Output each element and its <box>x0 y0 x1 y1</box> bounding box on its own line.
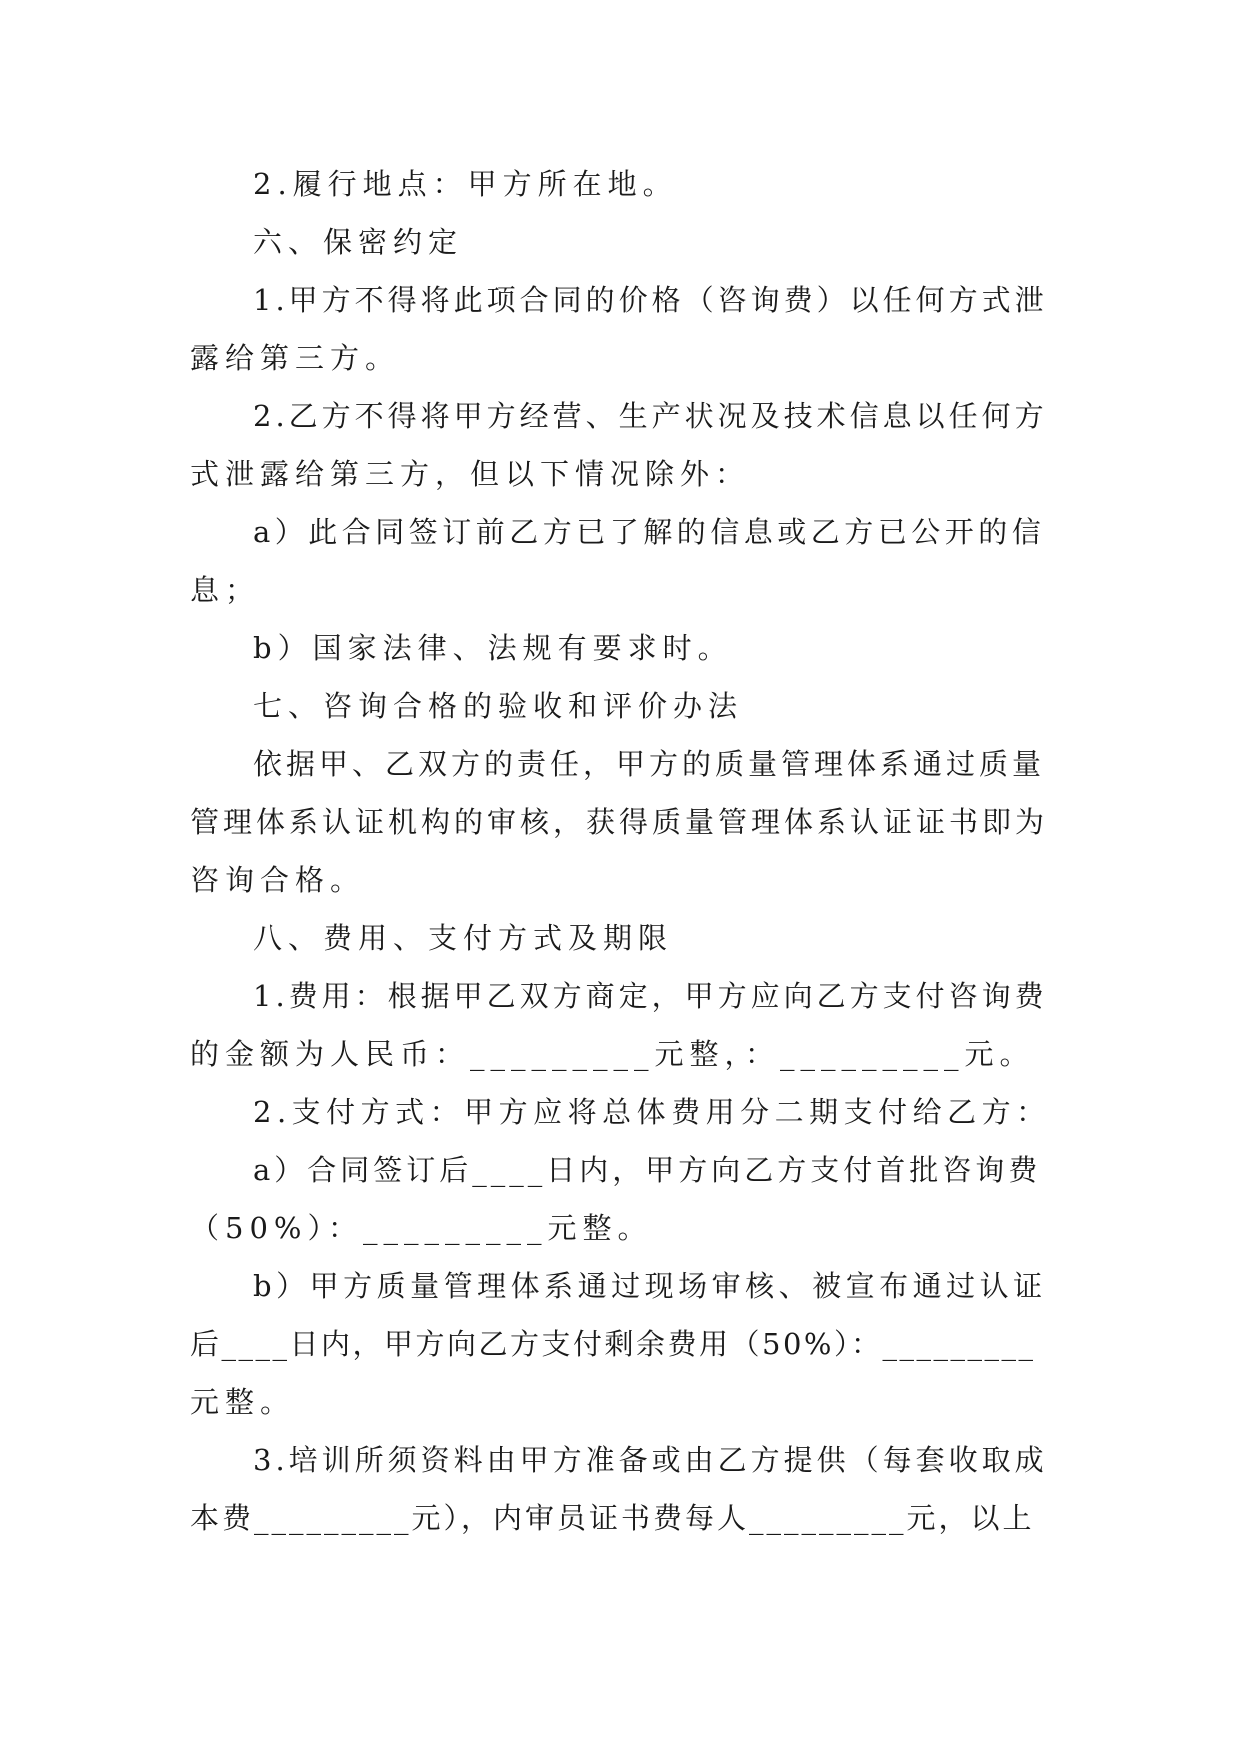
clause-8-3-line-1: 3.培训所须资料由甲方准备或由乙方提供（每套收取成 <box>253 1443 1048 1477</box>
clause-6-1-line-2: 露给第三方。 <box>190 341 401 375</box>
clause-8-2-b-line-3: 元整。 <box>190 1385 296 1419</box>
clause-6-2-line-1: 2.乙方不得将甲方经营、生产状况及技术信息以任何方 <box>253 399 1048 433</box>
clause-5-2-performance-place: 2.履行地点：甲方所在地。 <box>253 167 678 201</box>
clause-8-2-b-line-1: b）甲方质量管理体系通过现场审核、被宣布通过认证 <box>253 1269 1047 1303</box>
section-7-body-line-1: 依据甲、乙双方的责任，甲方的质量管理体系通过质量 <box>253 747 1046 781</box>
clause-6-2-a-line-2: 息； <box>190 573 261 607</box>
clause-6-1-line-1: 1.甲方不得将此项合同的价格（咨询费）以任何方式泄 <box>253 283 1048 317</box>
section-7-body-line-2: 管理体系认证机构的审核，获得质量管理体系认证证书即为 <box>190 805 1049 839</box>
section-7-heading: 七、咨询合格的验收和评价办法 <box>253 689 744 723</box>
clause-8-1-line-2: 的金额为人民币：_________元整，：_________元。 <box>190 1037 1035 1071</box>
clause-6-2-b: b）国家法律、法规有要求时。 <box>253 631 733 665</box>
clause-8-2-a-line-1: a）合同签订后____日内，甲方向乙方支付首批咨询费 <box>253 1153 1042 1187</box>
clause-8-2-heading: 2.支付方式：甲方应将总体费用分二期支付给乙方： <box>253 1095 1051 1129</box>
section-8-heading: 八、费用、支付方式及期限 <box>253 921 674 955</box>
clause-8-2-a-line-2: （50%）：_________元整。 <box>190 1211 653 1245</box>
section-6-heading: 六、保密约定 <box>253 225 464 259</box>
clause-6-2-a-line-1: a）此合同签订前乙方已了解的信息或乙方已公开的信 <box>253 515 1046 549</box>
clause-8-2-b-line-2: 后____日内，甲方向乙方支付剩余费用（50%）：_________ <box>190 1327 1036 1361</box>
section-7-body-line-3: 咨询合格。 <box>190 863 366 897</box>
clause-6-2-line-2: 式泄露给第三方，但以下情况除外： <box>190 457 751 491</box>
clause-8-1-line-1: 1.费用：根据甲乙双方商定，甲方应向乙方支付咨询费 <box>253 979 1048 1013</box>
clause-8-3-line-2: 本费_________元），内审员证书费每人_________元，以上 <box>190 1501 1035 1535</box>
